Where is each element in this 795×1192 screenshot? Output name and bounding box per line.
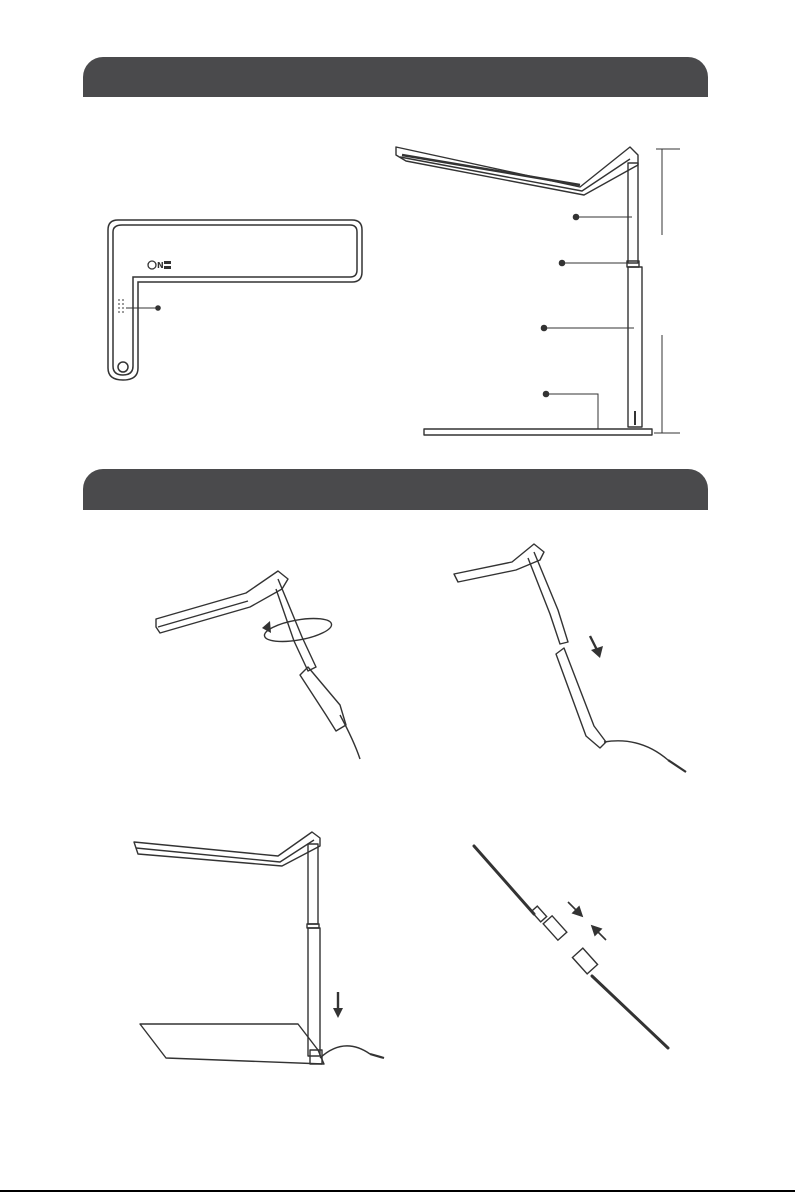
down-arrow-icon	[333, 992, 343, 1018]
section-header-2	[83, 469, 708, 509]
callout-leader-top-view	[126, 305, 161, 311]
step-2-insert-figure	[450, 540, 700, 780]
section-title-1	[83, 67, 107, 87]
section-rule-2	[83, 509, 708, 510]
touch-control-icon	[148, 261, 171, 270]
section-title-2	[83, 479, 107, 499]
step-3-base-figure	[130, 828, 400, 1073]
dimension-lines	[654, 149, 680, 433]
step-4-cable-figure	[470, 842, 680, 1052]
speaker-grille-icon	[118, 299, 124, 313]
callout-leaders-side-view	[541, 214, 634, 429]
down-arrow-icon	[590, 636, 603, 658]
section-header-1	[83, 57, 708, 97]
lamp-side-view-figure	[390, 135, 690, 440]
svg-text:N: N	[157, 261, 164, 270]
lamp-top-view-figure	[100, 210, 370, 385]
connect-arrows-icon	[568, 902, 606, 940]
step-1-twist-figure	[150, 555, 380, 765]
rotate-arrow-icon	[262, 614, 333, 646]
